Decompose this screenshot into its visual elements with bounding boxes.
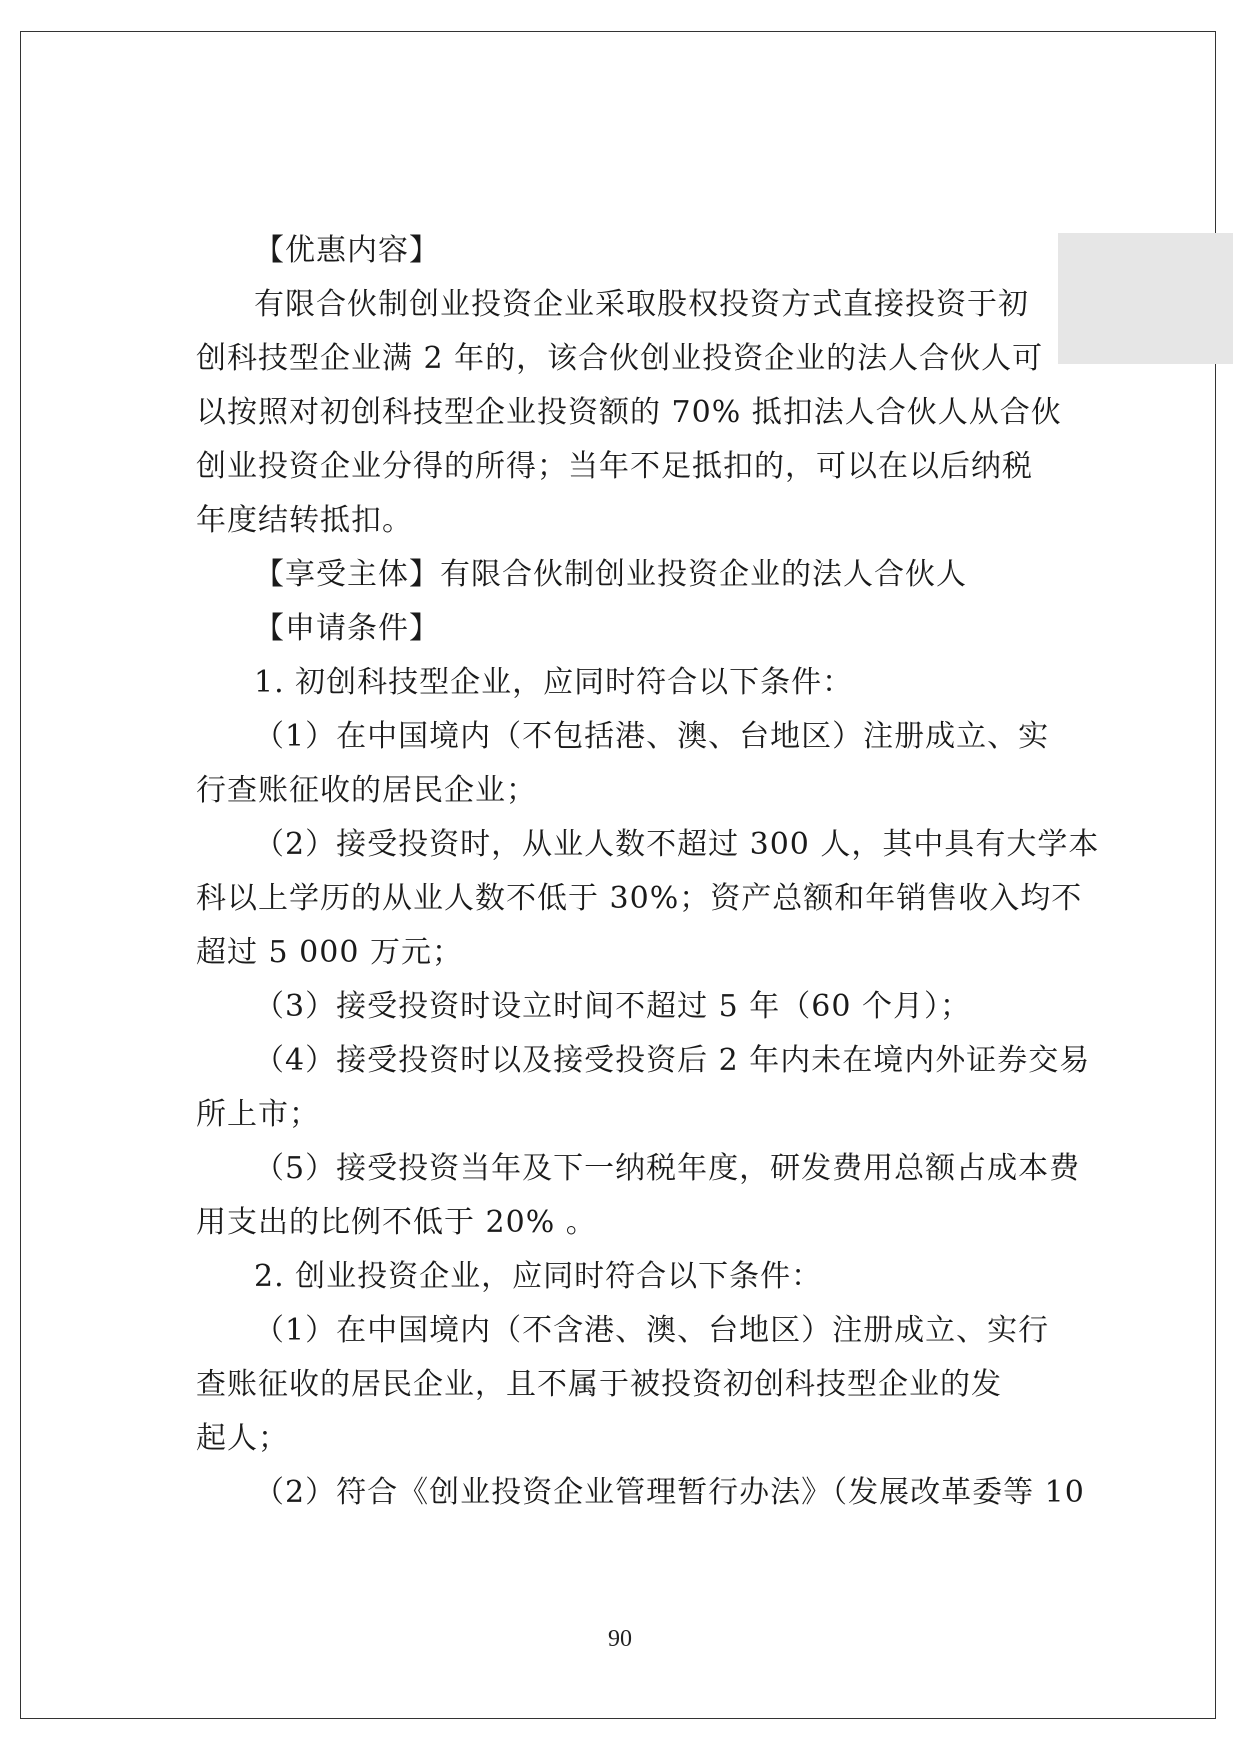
list-item: 2. 创业投资企业，应同时符合以下条件：	[254, 1259, 823, 1294]
page-number: 90	[608, 1626, 632, 1652]
document-body	[196, 224, 1100, 1520]
list-item-continuation: 行查账征收的居民企业；	[196, 773, 537, 808]
paragraph-line: 创科技型企业满 2 年的，该合伙创业投资企业的法人合伙人可	[196, 341, 1044, 376]
list-item: （1）在中国境内（不含港、澳、台地区）注册成立、实行	[254, 1313, 1050, 1348]
paragraph-line: 年度结转抵扣。	[196, 503, 413, 538]
list-item: 1. 初创科技型企业，应同时符合以下条件：	[254, 665, 854, 700]
list-item-continuation: 超过 5 000 万元；	[196, 935, 463, 970]
paragraph-line: 创业投资企业分得的所得；当年不足抵扣的，可以在以后纳税	[196, 449, 1033, 484]
paragraph-line: 以按照对初创科技型企业投资额的 70% 抵扣法人合伙人从合伙	[196, 395, 1062, 430]
section-heading-beneficiary: 【享受主体】有限合伙制创业投资企业的法人合伙人	[254, 557, 967, 592]
list-item: （2）接受投资时，从业人数不超过 300 人，其中具有大学本	[254, 827, 1100, 862]
list-item: （5）接受投资当年及下一纳税年度，研发费用总额占成本费	[254, 1151, 1081, 1186]
list-item-continuation: 科以上学历的从业人数不低于 30%；资产总额和年销售收入均不	[196, 881, 1083, 916]
list-item: （1）在中国境内（不包括港、澳、台地区）注册成立、实	[254, 719, 1050, 754]
paragraph-line: 有限合伙制创业投资企业采取股权投资方式直接投资于初	[254, 287, 1029, 322]
list-item: （2）符合《创业投资企业管理暂行办法》（发展改革委等 10	[254, 1475, 1085, 1510]
section-heading-benefit: 【优惠内容】	[254, 233, 440, 268]
section-heading-conditions: 【申请条件】	[254, 611, 440, 646]
side-tab-marker	[1058, 233, 1233, 364]
list-item: （4）接受投资时以及接受投资后 2 年内未在境内外证券交易	[254, 1043, 1091, 1078]
list-item: （3）接受投资时设立时间不超过 5 年（60 个月）；	[254, 989, 971, 1024]
list-item-continuation: 查账征收的居民企业，且不属于被投资初创科技型企业的发	[196, 1367, 1002, 1402]
list-item-continuation: 用支出的比例不低于 20% 。	[196, 1205, 597, 1240]
list-item-continuation: 所上市；	[196, 1097, 320, 1132]
list-item-continuation: 起人；	[196, 1421, 289, 1456]
